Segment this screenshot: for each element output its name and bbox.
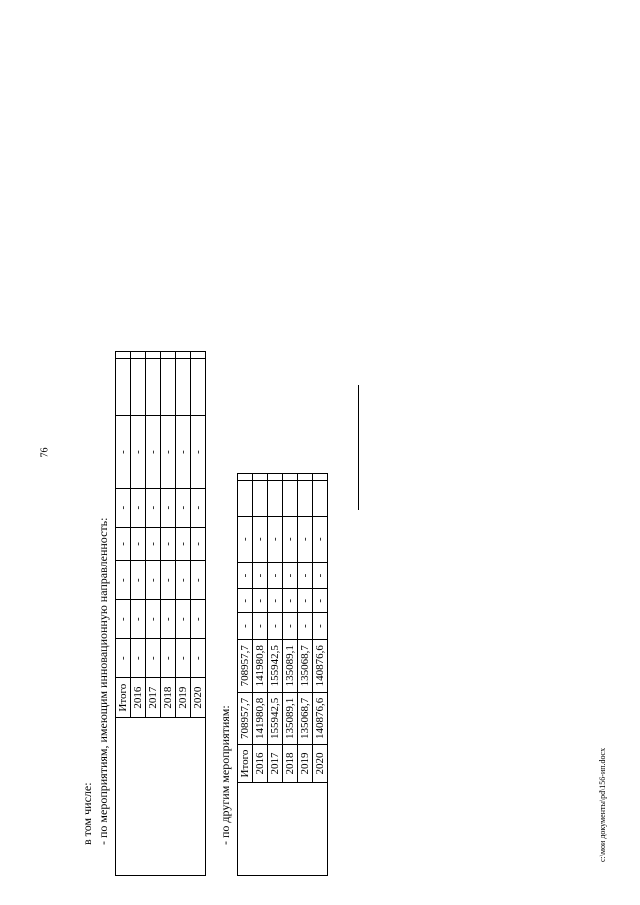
- table-cell: -: [176, 561, 191, 600]
- table-cell: -: [238, 562, 253, 589]
- table-row: [238, 474, 253, 876]
- table-cell: 135068,7: [298, 692, 313, 745]
- row-label: 2018: [161, 678, 176, 718]
- table-cell: -: [116, 488, 131, 527]
- table-cell: -: [298, 562, 313, 589]
- table-cell: -: [131, 639, 146, 678]
- table-cell: [146, 352, 161, 359]
- table-cell: -: [253, 562, 268, 589]
- table-cell: -: [131, 416, 146, 488]
- row-label: 2017: [268, 745, 283, 783]
- row-label: 2019: [298, 745, 313, 783]
- table-cell: -: [146, 639, 161, 678]
- table-cell: [253, 481, 268, 517]
- table-cell: 141980,8: [253, 640, 268, 693]
- innovation-table: [115, 351, 206, 876]
- row-label: 2019: [176, 678, 191, 718]
- table-cell: -: [313, 589, 328, 613]
- table-cell: [268, 474, 283, 481]
- table-cell: -: [146, 600, 161, 639]
- table-cell: -: [116, 527, 131, 561]
- row-label: 2016: [131, 678, 146, 718]
- row-label: 2017: [146, 678, 161, 718]
- table-cell: 135068,7: [298, 640, 313, 693]
- table-cell: -: [298, 589, 313, 613]
- table-cell: -: [253, 589, 268, 613]
- table-cell: -: [283, 613, 298, 640]
- description-cell: [238, 782, 328, 875]
- row-label: Итого: [116, 678, 131, 718]
- table-cell: -: [298, 613, 313, 640]
- row-label: 2020: [313, 745, 328, 783]
- table-cell: 140876,6: [313, 692, 328, 745]
- table-cell: 140876,6: [313, 640, 328, 693]
- table-cell: -: [146, 527, 161, 561]
- table-cell: -: [131, 561, 146, 600]
- table-cell: -: [313, 562, 328, 589]
- table-cell: 135089,1: [283, 692, 298, 745]
- table-cell: 155942,5: [268, 692, 283, 745]
- table-cell: -: [131, 527, 146, 561]
- table-cell: -: [313, 516, 328, 562]
- table-cell: -: [116, 561, 131, 600]
- table-cell: -: [191, 527, 206, 561]
- table-cell: -: [161, 416, 176, 488]
- table-cell: -: [116, 416, 131, 488]
- table-cell: -: [161, 639, 176, 678]
- table-cell: -: [191, 488, 206, 527]
- table-cell: -: [238, 589, 253, 613]
- footer-file-path: c:\мои документы\pd\156-ип.docx: [598, 747, 607, 862]
- table-cell: 708957,7: [238, 640, 253, 693]
- table-cell: -: [131, 488, 146, 527]
- row-label: 2016: [253, 745, 268, 783]
- table-cell: -: [116, 639, 131, 678]
- table-cell: -: [176, 488, 191, 527]
- table-cell: [161, 352, 176, 359]
- table-cell: 141980,8: [253, 692, 268, 745]
- table-cell: -: [191, 600, 206, 639]
- page-number: 76: [39, 447, 51, 458]
- table-cell: -: [161, 488, 176, 527]
- table-cell: -: [268, 613, 283, 640]
- table-cell: [116, 359, 131, 416]
- table-cell: 155942,5: [268, 640, 283, 693]
- table-cell: -: [176, 527, 191, 561]
- heading-including: в том числе:: [80, 782, 94, 845]
- table-cell: [191, 352, 206, 359]
- table-cell: [176, 352, 191, 359]
- row-label: Итого: [238, 745, 253, 783]
- table-cell: [161, 359, 176, 416]
- row-label: 2020: [191, 678, 206, 718]
- table-cell: -: [253, 516, 268, 562]
- table-cell: -: [176, 639, 191, 678]
- table-cell: -: [253, 613, 268, 640]
- table-cell: [283, 474, 298, 481]
- table-cell: 708957,7: [238, 692, 253, 745]
- table-cell: -: [283, 589, 298, 613]
- row-label: 2018: [283, 745, 298, 783]
- other-activities-table: [237, 473, 328, 876]
- table-cell: -: [146, 561, 161, 600]
- table-cell: [116, 352, 131, 359]
- table-cell: [283, 481, 298, 517]
- table-cell: -: [146, 416, 161, 488]
- table-cell: [131, 359, 146, 416]
- heading-other-activities: - по другим мероприятиям:: [218, 705, 232, 845]
- table-cell: [268, 481, 283, 517]
- table-cell: -: [191, 639, 206, 678]
- table-cell: -: [283, 562, 298, 589]
- heading-innovation: - по мероприятиям, имеющим инновационную направленность:: [96, 517, 110, 845]
- table-cell: [238, 481, 253, 517]
- table-cell: [176, 359, 191, 416]
- table-cell: -: [176, 416, 191, 488]
- table-cell: -: [161, 600, 176, 639]
- table-cell: -: [268, 516, 283, 562]
- table-cell: -: [313, 613, 328, 640]
- table-cell: [313, 481, 328, 517]
- table-cell: [131, 352, 146, 359]
- table-cell: 135089,1: [283, 640, 298, 693]
- innovation-table-wrapper: [115, 351, 206, 876]
- table-cell: -: [131, 600, 146, 639]
- table-cell: [313, 474, 328, 481]
- table-cell: [298, 474, 313, 481]
- description-cell: [116, 718, 206, 876]
- table-cell: -: [176, 600, 191, 639]
- table-cell: [146, 359, 161, 416]
- table-cell: [238, 474, 253, 481]
- table-cell: -: [161, 527, 176, 561]
- table-cell: [253, 474, 268, 481]
- table-cell: -: [191, 416, 206, 488]
- table-cell: -: [238, 613, 253, 640]
- table-cell: -: [116, 600, 131, 639]
- table-cell: -: [283, 516, 298, 562]
- other-activities-table-wrapper: [237, 473, 328, 876]
- table-cell: -: [268, 589, 283, 613]
- table-cell: [298, 481, 313, 517]
- table-cell: [191, 359, 206, 416]
- separator-line: [358, 385, 359, 510]
- table-cell: -: [146, 488, 161, 527]
- table-cell: -: [268, 562, 283, 589]
- table-row: [116, 352, 131, 876]
- table-cell: -: [191, 561, 206, 600]
- table-cell: -: [161, 561, 176, 600]
- table-cell: -: [298, 516, 313, 562]
- table-cell: -: [238, 516, 253, 562]
